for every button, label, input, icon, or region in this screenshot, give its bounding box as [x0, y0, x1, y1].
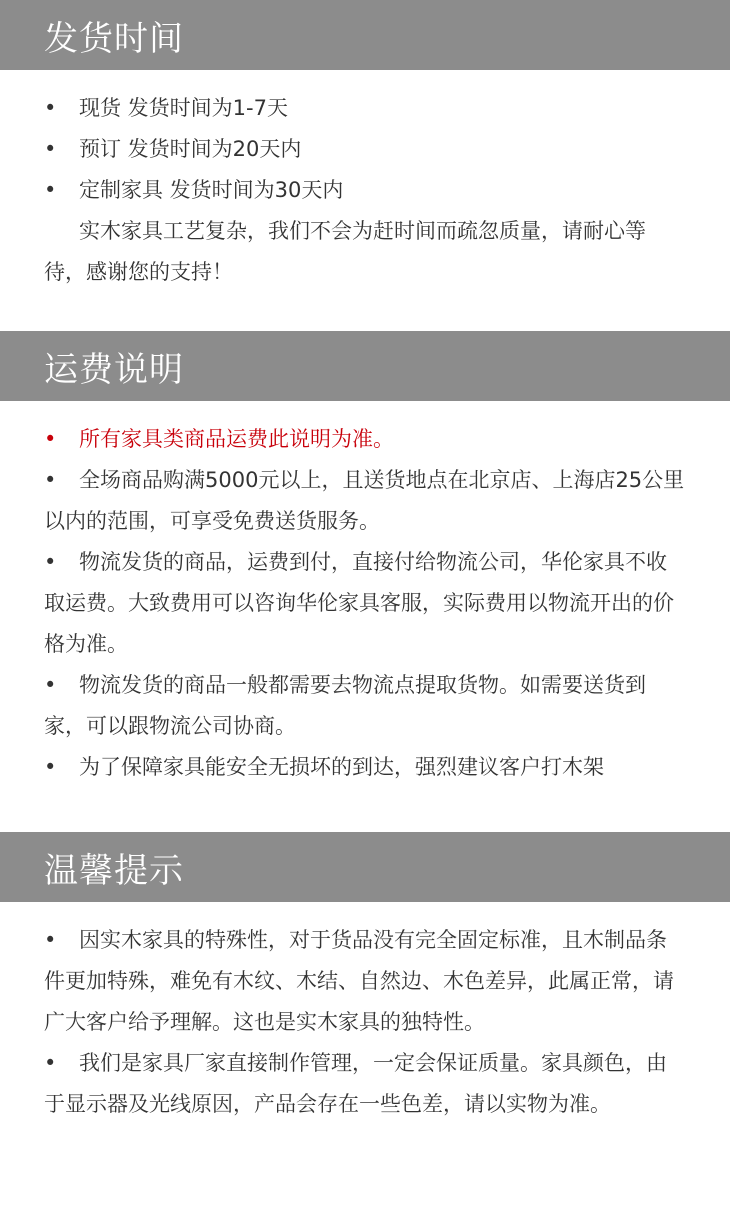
list-item: • 现货 发货时间为1-7天 [44, 88, 686, 129]
list-item: • 物流发货的商品一般都需要去物流点提取货物。如需要送货到家，可以跟物流公司协商。 [44, 665, 686, 747]
list-item: • 定制家具 发货时间为30天内 [44, 170, 686, 211]
tips-section [0, 832, 730, 1125]
tips-body [0, 902, 730, 1125]
delivery-title: 发货时间 [44, 18, 184, 59]
bullet-icon: • [44, 178, 57, 202]
bullet-icon: • [44, 928, 57, 952]
bullet-icon: • [44, 755, 57, 779]
bullet-icon: • [44, 673, 57, 697]
bullet-icon: • [44, 427, 57, 451]
shipping-section [0, 331, 730, 788]
shipping-title: 运费说明 [44, 349, 184, 390]
list-item: • 因实木家具的特殊性，对于货品没有完全固定标准，且木制品条件更加特殊，难免有木纹、木结、自然边、木色差异，此属正常，请广大客户给予理解。这也是实木家具的独特性。 [44, 920, 686, 1043]
shipping-header [0, 331, 730, 401]
list-item: • 为了保障家具能安全无损坏的到达，强烈建议客户打木架 [44, 747, 686, 788]
list-item-warning: • 所有家具类商品运费此说明为准。 [44, 419, 686, 460]
bullet-icon: • [44, 96, 57, 120]
delivery-header [0, 0, 730, 70]
bullet-icon: • [44, 1051, 57, 1075]
delivery-note: 实木家具工艺复杂，我们不会为赶时间而疏忽质量，请耐心等待，感谢您的支持！ [44, 219, 646, 284]
list-item: • 预订 发货时间为20天内 [44, 129, 686, 170]
bullet-icon: • [44, 137, 57, 161]
delivery-section [0, 0, 730, 293]
bullet-icon: • [44, 550, 57, 574]
shipping-body [0, 401, 730, 788]
list-item: • 全场商品购满5000元以上，且送货地点在北京店、上海店25公里以内的范围，可享受免费送货服务。 [44, 460, 686, 542]
list-item: • 我们是家具厂家直接制作管理，一定会保证质量。家具颜色，由于显示器及光线原因，产品会存在一些色差，请以实物为准。 [44, 1043, 686, 1125]
list-item: • 物流发货的商品，运费到付，直接付给物流公司，华伦家具不收取运费。大致费用可以咨询华伦家具客服，实际费用以物流开出的价格为准。 [44, 542, 686, 665]
delivery-body [0, 70, 730, 293]
tips-title: 温馨提示 [44, 850, 184, 891]
bullet-icon: • [44, 468, 57, 492]
tips-header [0, 832, 730, 902]
